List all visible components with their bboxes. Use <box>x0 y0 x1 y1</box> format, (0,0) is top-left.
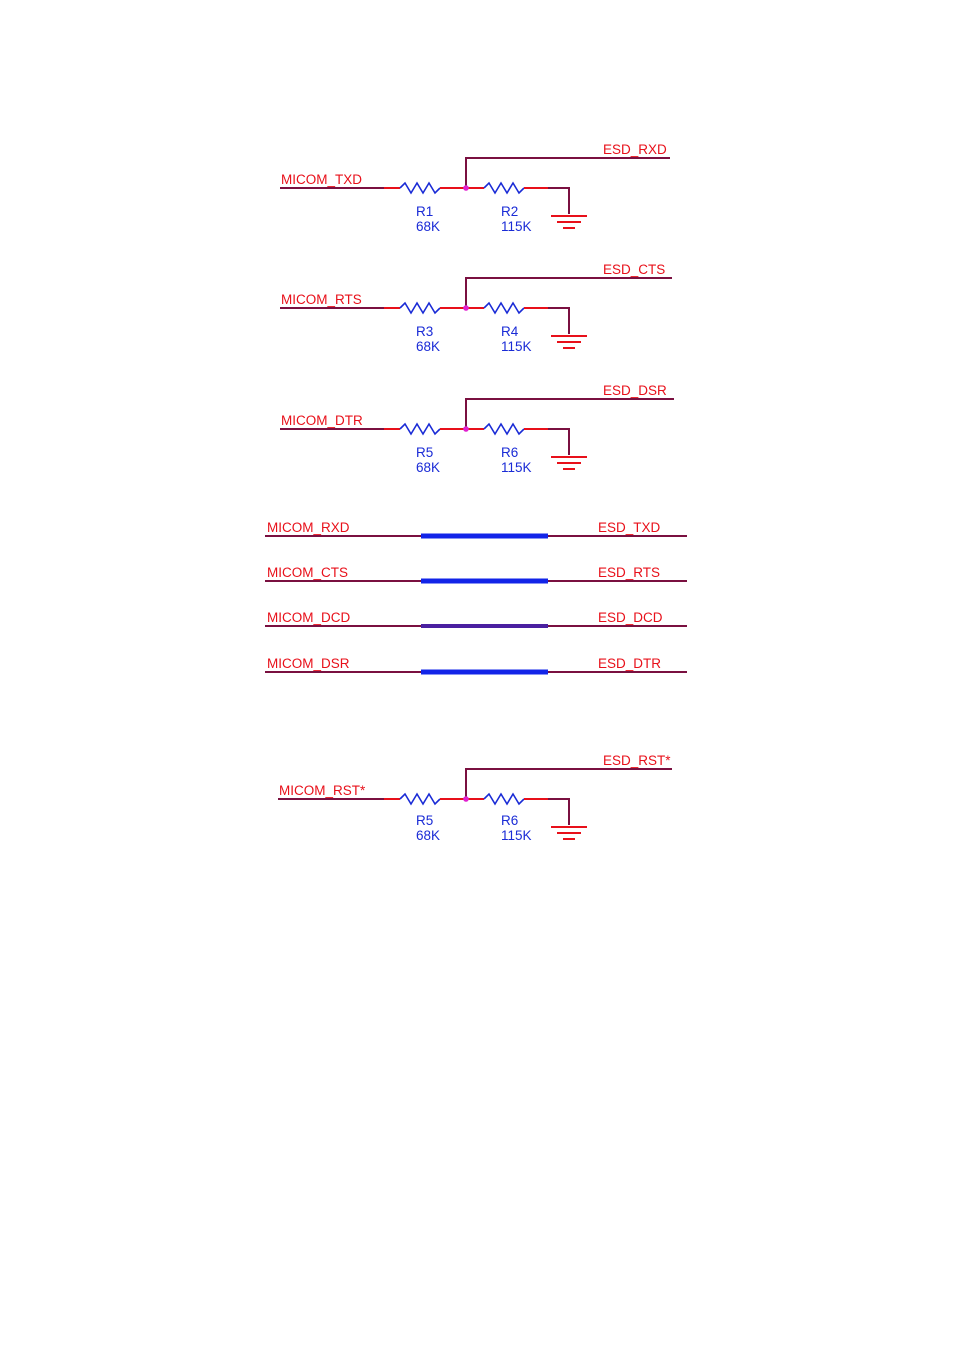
ground-wire <box>548 799 569 825</box>
left-net-label: MICOM_DCD <box>267 610 351 625</box>
output-net-label: ESD_DSR <box>603 383 667 398</box>
passthrough-net <box>265 656 687 672</box>
ground-wire <box>548 429 569 455</box>
resistor-bottom-ref: R6 <box>501 445 519 460</box>
passthrough-net <box>265 610 687 626</box>
divider-circuit <box>280 142 670 234</box>
resistor-top-ref: R1 <box>416 204 434 219</box>
output-wire <box>466 769 672 799</box>
divider-circuit <box>280 262 672 354</box>
ground-icon <box>551 216 587 228</box>
resistor-top-symbol <box>400 303 440 313</box>
resistor-bottom-value: 115K <box>501 460 532 475</box>
output-wire <box>466 399 674 429</box>
resistor-top-ref: R3 <box>416 324 434 339</box>
ground-icon <box>551 336 587 348</box>
output-net-label: ESD_RXD <box>603 142 667 157</box>
passthrough-net <box>265 565 687 581</box>
right-net-label: ESD_DCD <box>598 610 663 625</box>
right-net-label: ESD_RTS <box>598 565 661 580</box>
junction-dot <box>463 185 469 191</box>
left-net-label: MICOM_DSR <box>267 656 350 671</box>
output-net-label: ESD_RST* <box>603 753 671 768</box>
resistor-bottom-symbol <box>484 794 524 804</box>
resistor-bottom-ref: R4 <box>501 324 519 339</box>
input-net-label: MICOM_RST* <box>279 783 366 798</box>
resistor-bottom-value: 115K <box>501 339 532 354</box>
resistor-bottom-symbol <box>484 424 524 434</box>
resistor-bottom-symbol <box>484 303 524 313</box>
output-net-label: ESD_CTS <box>603 262 666 277</box>
resistor-top-ref: R5 <box>416 813 434 828</box>
resistor-bottom-value: 115K <box>501 219 532 234</box>
resistor-top-value: 68K <box>416 460 441 475</box>
input-net-label: MICOM_DTR <box>281 413 363 428</box>
resistor-top-symbol <box>400 183 440 193</box>
resistor-top-value: 68K <box>416 828 441 843</box>
resistor-bottom-ref: R6 <box>501 813 519 828</box>
input-net-label: MICOM_RTS <box>281 292 362 307</box>
resistor-top-value: 68K <box>416 339 441 354</box>
output-wire <box>466 278 672 308</box>
ground-icon <box>551 457 587 469</box>
resistor-top-value: 68K <box>416 219 441 234</box>
input-net-label: MICOM_TXD <box>281 172 362 187</box>
ground-icon <box>551 827 587 839</box>
junction-dot <box>463 796 469 802</box>
resistor-top-ref: R5 <box>416 445 434 460</box>
right-net-label: ESD_TXD <box>598 520 661 535</box>
ground-wire <box>548 308 569 334</box>
divider-circuit <box>280 383 674 475</box>
resistor-top-symbol <box>400 424 440 434</box>
right-net-label: ESD_DTR <box>598 656 662 671</box>
resistor-top-symbol <box>400 794 440 804</box>
resistor-bottom-ref: R2 <box>501 204 519 219</box>
resistor-bottom-symbol <box>484 183 524 193</box>
divider-circuit <box>278 753 672 843</box>
left-net-label: MICOM_CTS <box>267 565 348 580</box>
passthrough-net <box>265 520 687 536</box>
resistor-bottom-value: 115K <box>501 828 532 843</box>
left-net-label: MICOM_RXD <box>267 520 350 535</box>
output-wire <box>466 158 670 188</box>
junction-dot <box>463 426 469 432</box>
junction-dot <box>463 305 469 311</box>
ground-wire <box>548 188 569 214</box>
